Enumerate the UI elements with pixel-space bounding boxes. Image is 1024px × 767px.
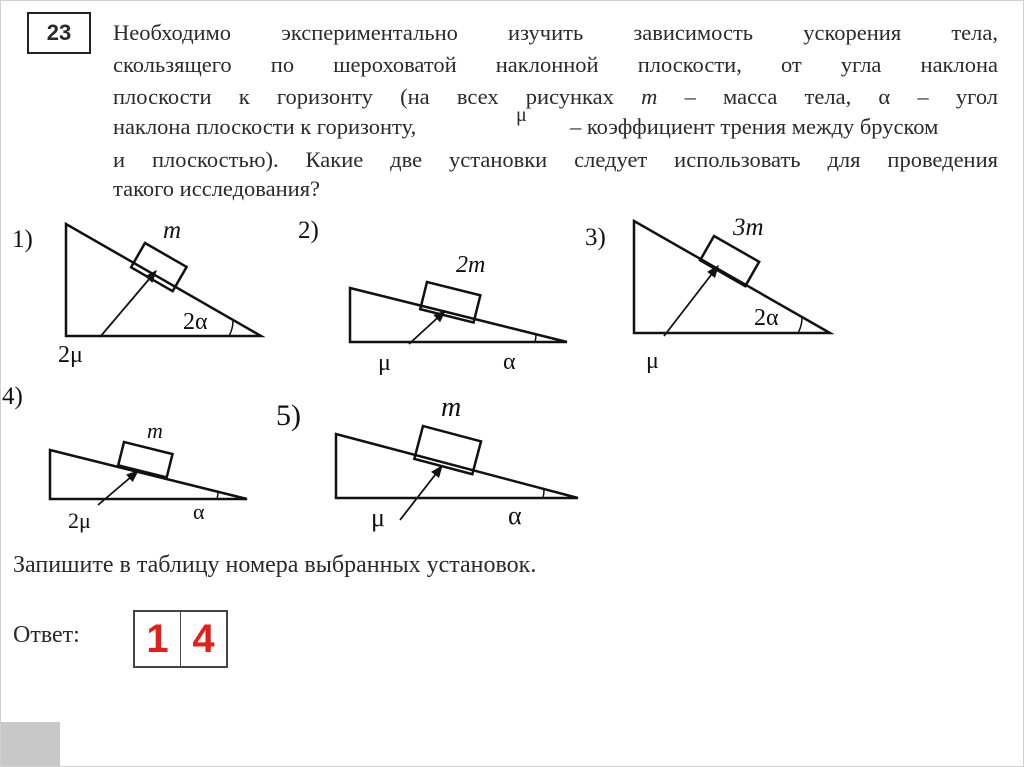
incline-4 bbox=[50, 450, 247, 499]
setup-3-mass: 3m bbox=[733, 214, 764, 241]
question-line-3: плоскости к горизонту (на всех рисунках m – масса тела, α – угол bbox=[113, 84, 999, 109]
setup-2-friction: μ bbox=[378, 350, 391, 376]
setup-5-mass: m bbox=[441, 392, 462, 423]
setup-4-mass: m bbox=[147, 418, 163, 443]
setup-4-number: 4) bbox=[2, 383, 23, 410]
question-line-4a: наклона плоскости к горизонту, bbox=[113, 114, 417, 139]
setup-4-angle: α bbox=[193, 499, 205, 524]
question-number: 23 bbox=[27, 12, 91, 54]
setup-5-number: 5) bbox=[276, 399, 301, 432]
setup-5-friction: μ bbox=[371, 503, 385, 532]
mu-symbol: μ bbox=[516, 104, 527, 126]
setup-2 bbox=[350, 282, 567, 344]
friction-arrow-2 bbox=[409, 311, 445, 344]
friction-arrow-1 bbox=[100, 271, 156, 337]
block-2 bbox=[420, 282, 480, 322]
answer-label: Ответ: bbox=[13, 622, 80, 648]
friction-arrow-3 bbox=[664, 266, 718, 336]
setup-3 bbox=[634, 221, 830, 336]
setup-5-angle: α bbox=[508, 501, 522, 530]
incline-5 bbox=[336, 434, 578, 498]
setup-1-angle: 2α bbox=[183, 309, 208, 335]
answer-table bbox=[133, 610, 228, 668]
question-line-1: Необходимо экспериментально изучить зависимость ускорения тела, bbox=[113, 20, 998, 45]
angle-arc-4 bbox=[217, 492, 218, 499]
answer-cell-2[interactable]: 4 bbox=[180, 612, 226, 666]
setup-1-number: 1) bbox=[12, 226, 33, 253]
incline-2 bbox=[350, 288, 567, 342]
block-4 bbox=[118, 442, 172, 477]
setup-3-angle: 2α bbox=[754, 305, 779, 331]
block-5 bbox=[414, 426, 481, 474]
friction-arrow-5 bbox=[400, 466, 442, 520]
question-line-4b: – коэффициент трения между бруском bbox=[570, 114, 939, 139]
incline-3 bbox=[634, 221, 830, 333]
instruction-text: Запишите в таблицу номера выбранных установок. bbox=[13, 552, 537, 578]
setup-3-friction: μ bbox=[646, 348, 659, 374]
setup-1-mass: m bbox=[163, 217, 182, 244]
setup-2-mass: 2m bbox=[456, 252, 486, 278]
question-line-6: такого исследования? bbox=[113, 176, 321, 201]
slide-corner-block bbox=[1, 722, 60, 766]
setup-1-friction: 2μ bbox=[58, 342, 83, 368]
angle-arc-3 bbox=[798, 318, 802, 333]
setup-2-number: 2) bbox=[298, 217, 319, 244]
question-line-5: и плоскостью). Какие две установки следует использовать для проведения bbox=[113, 147, 998, 172]
setup-2-angle: α bbox=[503, 349, 516, 375]
angle-arc-1 bbox=[229, 321, 233, 336]
setup-4-friction: 2μ bbox=[68, 508, 91, 533]
setup-4 bbox=[50, 442, 247, 505]
setup-3-number: 3) bbox=[585, 224, 606, 251]
answer-cell-1[interactable]: 1 bbox=[146, 616, 169, 661]
angle-arc-5 bbox=[543, 489, 544, 498]
question-line-2: скользящего по шероховатой наклонной плоскости, от угла наклона bbox=[113, 52, 998, 77]
